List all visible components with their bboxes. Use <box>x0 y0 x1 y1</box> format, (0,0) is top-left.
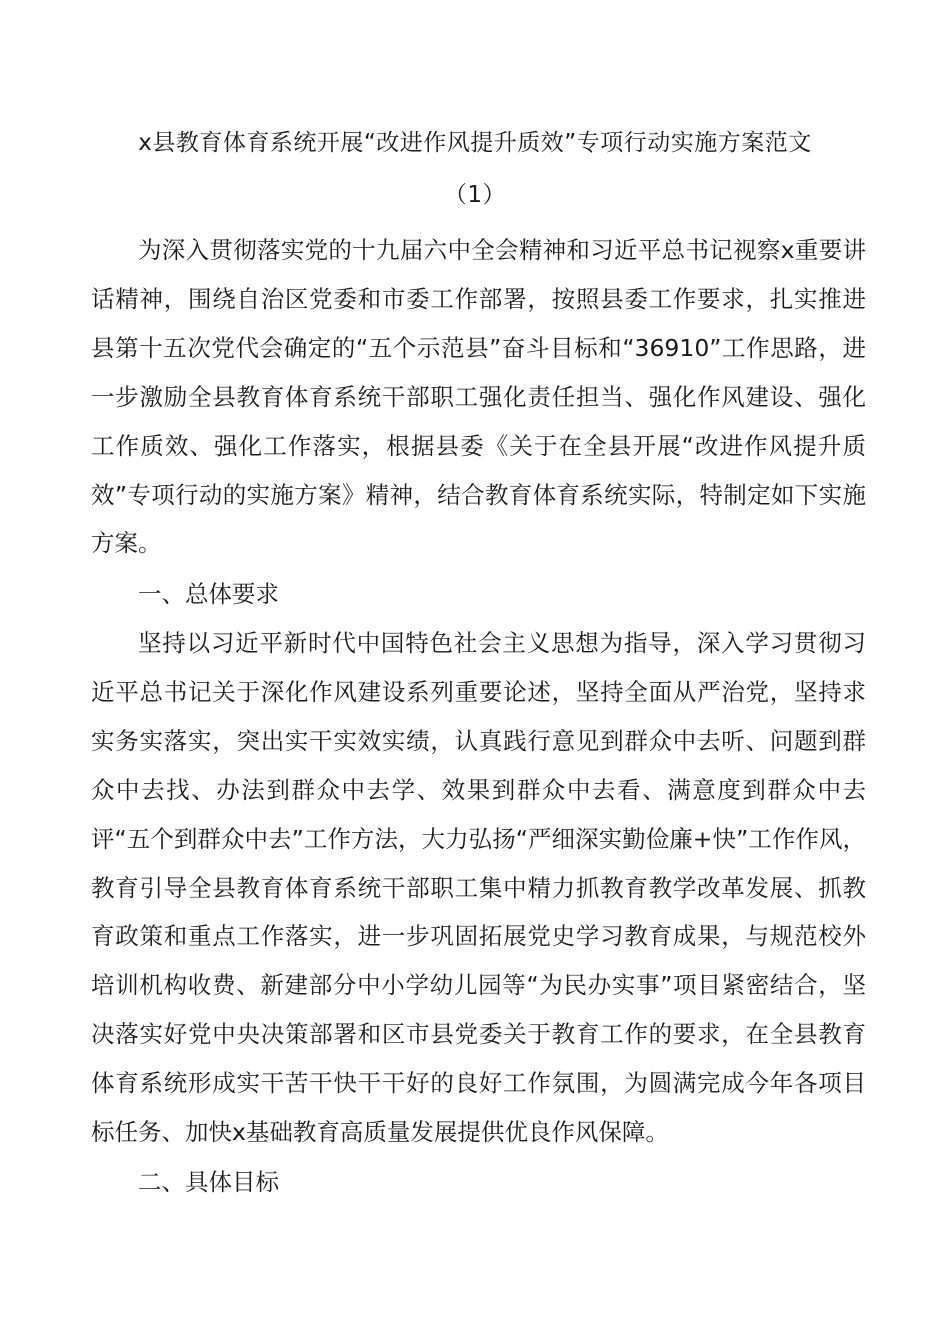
document-title: x县教育体育系统开展“改进作风提升质效”专项行动实施方案范文 <box>138 130 812 156</box>
overall-requirements-paragraph: 坚持以习近平新时代中国特色社会主义思想为指导，深入学习贯彻习近平总书记关于深化作风建设系列重要论述，坚持全面从严治党，坚持求实务实落实，突出实干实效实绩，认真践行意见到群众中去听、问题到群众中去找、办法到群众中去学、效果到群众中去看、满意度到群众中去评“五个到群众中去”工作方法，大力弘扬“严细深实勤俭廉+快”工作作风，教育引导全县教育体育系统干部职工集中精力抓教育教学改革发展、抓教育政策和重点工作落实，进一步巩固拓展党史学习教育成果，与规范校外培训机构收费、新建部分中小学幼儿园等“为民办实事”项目紧密结合，坚决落实好党中央决策部署和区市县党委关于教育工作的要求，在全县教育体育系统形成实干苦干快干干好的良好工作氛围，为圆满完成今年各项目标任务、加快x基础教育高质量发展提供优良作风保障。 <box>91 629 866 1147</box>
document-title-number: （1） <box>443 182 507 208</box>
section-heading-specific-goals: 二、具体目标 <box>138 1168 279 1196</box>
intro-paragraph: 为深入贯彻落实党的十九届六中全会精神和习近平总书记视察x重要讲话精神，围绕自治区党委和市委工作部署，按照县委工作要求，扎实推进县第十五次党代会确定的“五个示范县”奋斗目标和“36910”工作思路，进一步激励全县教育体育系统干部职工强化责任担当、强化作风建设、强化工作质效、强化工作落实，根据县委《关于在全县开展“改进作风提升质效”专项行动的实施方案》精神，结合教育体育系统实际，特制定如下实施方案。 <box>91 236 867 558</box>
section-heading-overall-requirements: 一、总体要求 <box>138 580 279 608</box>
